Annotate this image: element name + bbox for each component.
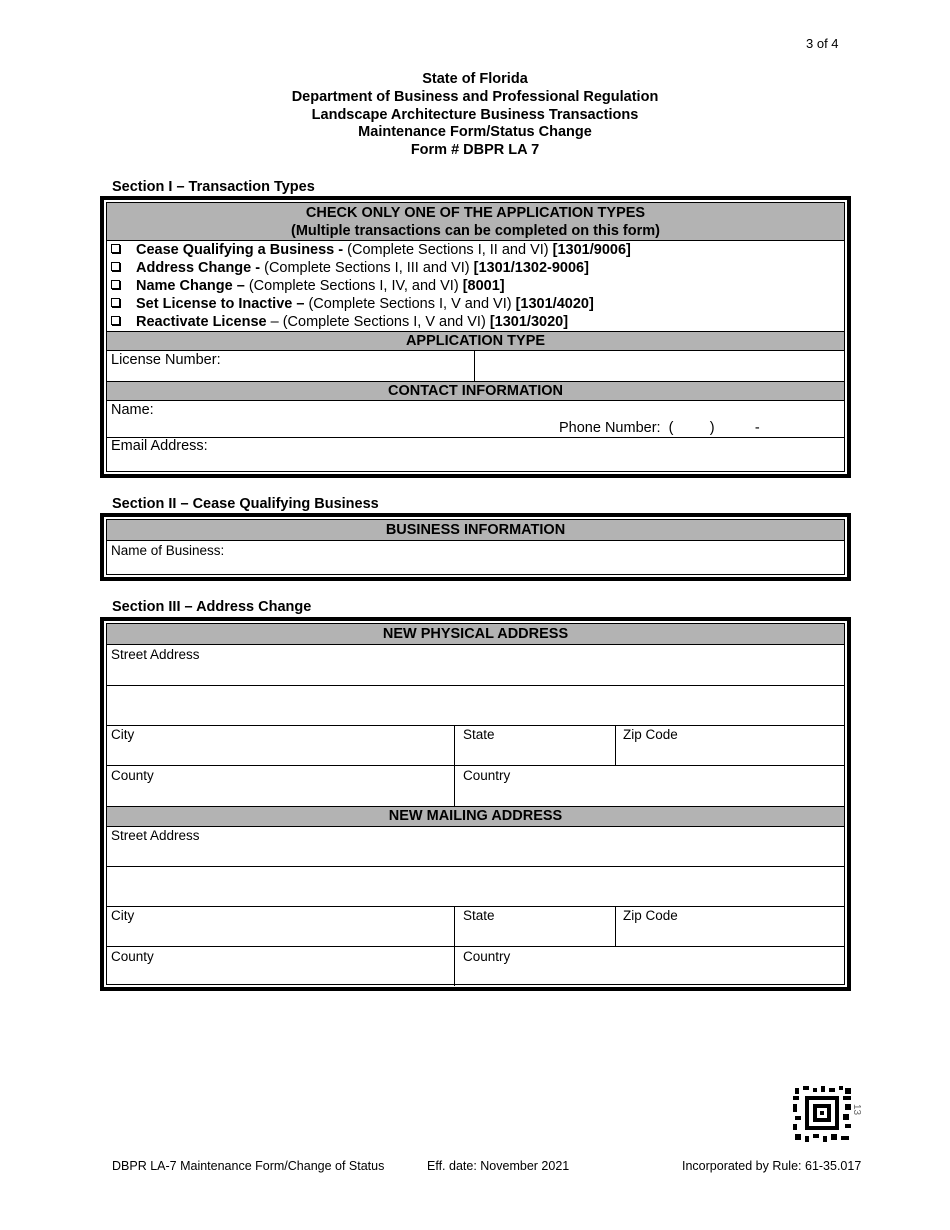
header-form-number: Form # DBPR LA 7 xyxy=(410,142,540,159)
mailing-state-label: State xyxy=(463,908,495,923)
physical-zip-label: Zip Code xyxy=(623,727,678,742)
phone-number-label: Phone Number: ( ) - xyxy=(559,420,760,436)
section2-title: Section II – Cease Qualifying Business xyxy=(112,496,379,512)
physical-country-label: Country xyxy=(463,768,511,783)
checkbox-icon[interactable] xyxy=(111,280,120,289)
checkbox-icon[interactable] xyxy=(111,262,120,271)
header-form-title: Maintenance Form/Status Change xyxy=(358,124,592,141)
license-number-field[interactable] xyxy=(475,351,844,381)
new-mailing-address-header: NEW MAILING ADDRESS xyxy=(107,806,844,827)
application-type-header: APPLICATION TYPE xyxy=(107,331,844,351)
section1-title: Section I – Transaction Types xyxy=(112,179,315,195)
contact-information-header: CONTACT INFORMATION xyxy=(107,381,844,401)
new-physical-address-header: NEW PHYSICAL ADDRESS xyxy=(107,623,844,645)
barcode-number: 13 xyxy=(851,1103,863,1116)
transaction-instructions xyxy=(107,202,844,241)
footer-form-name: DBPR LA-7 Maintenance Form/Change of Status xyxy=(112,1159,385,1173)
header-state: State of Florida xyxy=(422,71,528,87)
mailing-country-label: Country xyxy=(463,949,511,964)
header-department: Department of Business and Professional Regulation xyxy=(291,88,659,105)
checkbox-icon[interactable] xyxy=(111,298,120,307)
physical-city-label: City xyxy=(111,727,135,742)
option-reactivate[interactable]: Reactivate License – (Complete Sections I, V and VI) [1301/3020] xyxy=(111,313,568,331)
contact-name-label: Name: xyxy=(111,402,154,418)
email-address-label: Email Address: xyxy=(111,438,208,454)
qr-code-icon xyxy=(793,1086,851,1142)
checkbox-icon[interactable] xyxy=(111,316,120,325)
business-information-header: BUSINESS INFORMATION xyxy=(107,519,844,541)
instruction-check-one: CHECK ONLY ONE OF THE APPLICATION TYPES xyxy=(305,205,646,221)
option-set-inactive[interactable]: Set License to Inactive – (Complete Sections I, V and VI) [1301/4020] xyxy=(111,295,594,313)
section2-box xyxy=(100,513,851,581)
mailing-city-label: City xyxy=(111,908,135,923)
footer-effective-date: Eff. date: November 2021 xyxy=(427,1159,570,1173)
physical-county-label: County xyxy=(111,768,154,783)
instruction-multiple: (Multiple transactions can be completed on this form) xyxy=(291,222,660,239)
mailing-street-label: Street Address xyxy=(111,828,200,843)
physical-state-label: State xyxy=(463,727,495,742)
option-cease-qualifying[interactable]: Cease Qualifying a Business - (Complete Sections I, II and VI) [1301/9006] xyxy=(111,241,631,259)
option-address-change[interactable]: Address Change - (Complete Sections I, III and VI) [1301/1302-9006] xyxy=(111,259,589,277)
footer-rule: Incorporated by Rule: 61-35.017 xyxy=(682,1159,862,1173)
header-board: Landscape Architecture Business Transactions xyxy=(311,106,639,123)
section1-box xyxy=(100,196,851,478)
license-number-label: License Number: xyxy=(111,352,221,368)
mailing-county-label: County xyxy=(111,949,154,964)
section3-title: Section III – Address Change xyxy=(112,599,312,615)
option-name-change[interactable]: Name Change – (Complete Sections I, IV, and VI) [8001] xyxy=(111,277,505,295)
business-name-label: Name of Business: xyxy=(111,543,225,558)
checkbox-icon[interactable] xyxy=(111,244,120,253)
form-header xyxy=(0,71,950,160)
physical-street-label: Street Address xyxy=(111,647,200,662)
section3-box xyxy=(100,617,851,991)
page-number: 3 of 4 xyxy=(806,36,839,51)
mailing-zip-label: Zip Code xyxy=(623,908,678,923)
